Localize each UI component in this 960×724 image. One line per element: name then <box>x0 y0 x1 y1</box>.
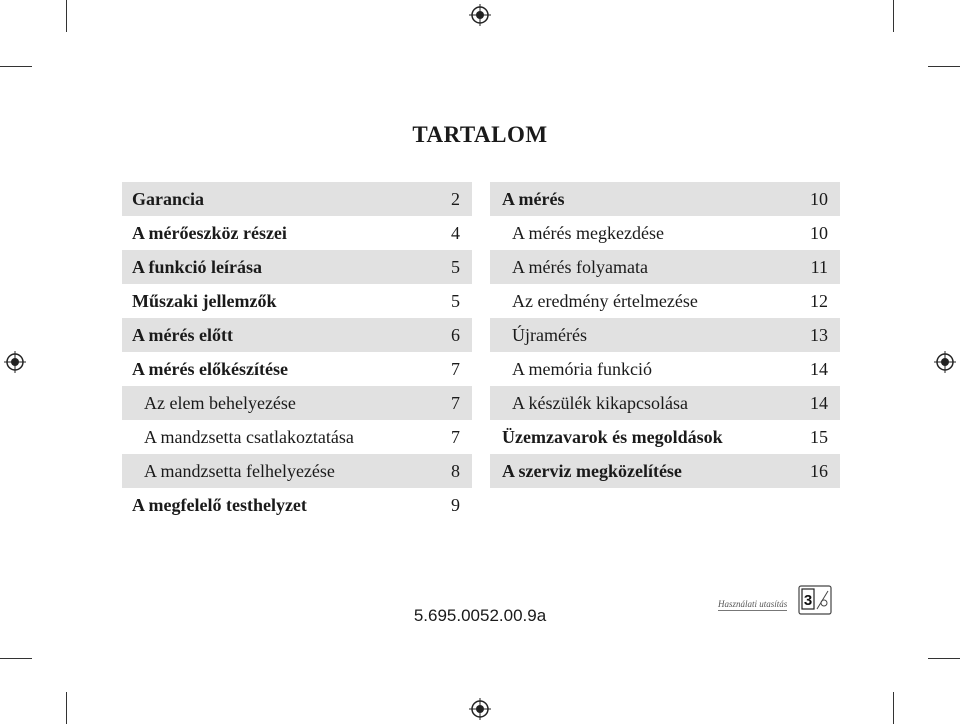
toc-entry[interactable] <box>490 216 840 250</box>
toc-entry-label: A mérés megkezdése <box>512 222 664 243</box>
toc-entry-page: 14 <box>810 392 828 413</box>
toc-entry-page: 2 <box>451 188 460 209</box>
registration-mark-icon <box>4 351 26 373</box>
toc-entry-page: 7 <box>451 392 460 413</box>
toc-entry-label: Műszaki jellemzők <box>132 290 277 311</box>
toc-entry-page: 5 <box>451 256 460 277</box>
toc-entry-label: Az eredmény értelmezése <box>512 290 698 311</box>
toc-entry-page: 5 <box>451 290 460 311</box>
toc-entry-page: 8 <box>451 460 460 481</box>
toc-entry-page: 9 <box>451 494 460 515</box>
toc-right-column <box>490 182 840 488</box>
toc-entry-page: 6 <box>451 324 460 345</box>
toc-entry[interactable] <box>490 318 840 352</box>
toc-entry-page: 14 <box>810 358 828 379</box>
toc-entry[interactable] <box>490 182 840 216</box>
toc-entry[interactable] <box>122 386 472 420</box>
toc-entry-label: A mérés <box>502 188 565 209</box>
toc-entry[interactable] <box>122 284 472 318</box>
manual-logo-text: Használati utasítás <box>718 599 788 609</box>
toc-entry[interactable] <box>490 250 840 284</box>
toc-entry-label: A mérés előkészítése <box>132 358 288 379</box>
toc-entry-page: 11 <box>810 256 828 277</box>
manual-book-icon <box>798 585 832 615</box>
toc-entry-label: Újramérés <box>512 324 587 345</box>
toc-entry-label: A mandzsetta felhelyezése <box>144 460 335 481</box>
toc-entry[interactable] <box>122 182 472 216</box>
toc-entry[interactable] <box>490 386 840 420</box>
toc-entry[interactable] <box>122 352 472 386</box>
document-code: 5.695.0052.00.9a <box>413 606 547 625</box>
toc-entry-label: A mérőeszköz részei <box>132 222 287 243</box>
toc-entry-label: A szerviz megközelítése <box>502 460 682 481</box>
toc-entry-page: 7 <box>451 358 460 379</box>
toc-entry-label: A készülék kikapcsolása <box>512 392 688 413</box>
toc-entry-label: Üzemzavarok és megoldások <box>502 426 723 447</box>
toc-entry-page: 15 <box>810 426 828 447</box>
registration-mark-icon <box>934 351 956 373</box>
toc-entry-page: 13 <box>810 324 828 345</box>
registration-mark-icon <box>469 698 491 720</box>
toc-entry[interactable] <box>122 216 472 250</box>
toc-entry[interactable] <box>122 454 472 488</box>
toc-entry[interactable] <box>122 420 472 454</box>
toc-entry-page: 10 <box>810 222 828 243</box>
toc-entry-page: 12 <box>810 290 828 311</box>
toc-entry[interactable] <box>490 420 840 454</box>
toc-entry-page: 7 <box>451 426 460 447</box>
toc-entry-page: 10 <box>810 188 828 209</box>
toc-entry-label: A mandzsetta csatlakoztatása <box>144 426 354 447</box>
toc-entry[interactable] <box>122 488 472 522</box>
toc-left-column <box>122 182 472 522</box>
manual-logo-number: 3 <box>803 592 813 609</box>
toc-entry-page: 4 <box>451 222 460 243</box>
toc-entry-label: A memória funkció <box>512 358 652 379</box>
toc-entry-label: Az elem behelyezése <box>144 392 296 413</box>
toc-entry-label: A mérés folyamata <box>512 256 648 277</box>
toc-entry[interactable] <box>490 352 840 386</box>
toc-entry-label: A mérés előtt <box>132 324 233 345</box>
toc-entry[interactable] <box>122 318 472 352</box>
toc-entry[interactable] <box>490 454 840 488</box>
page-title: TARTALOM <box>412 122 548 147</box>
toc-entry-label: Garancia <box>132 188 204 209</box>
toc-entry-label: A megfelelő testhelyzet <box>132 494 307 515</box>
toc-entry-label: A funkció leírása <box>132 256 263 277</box>
toc-entry[interactable] <box>490 284 840 318</box>
manual-logo <box>718 585 838 619</box>
registration-mark-icon <box>469 4 491 26</box>
toc-entry-page: 16 <box>810 460 828 481</box>
toc-entry[interactable] <box>122 250 472 284</box>
